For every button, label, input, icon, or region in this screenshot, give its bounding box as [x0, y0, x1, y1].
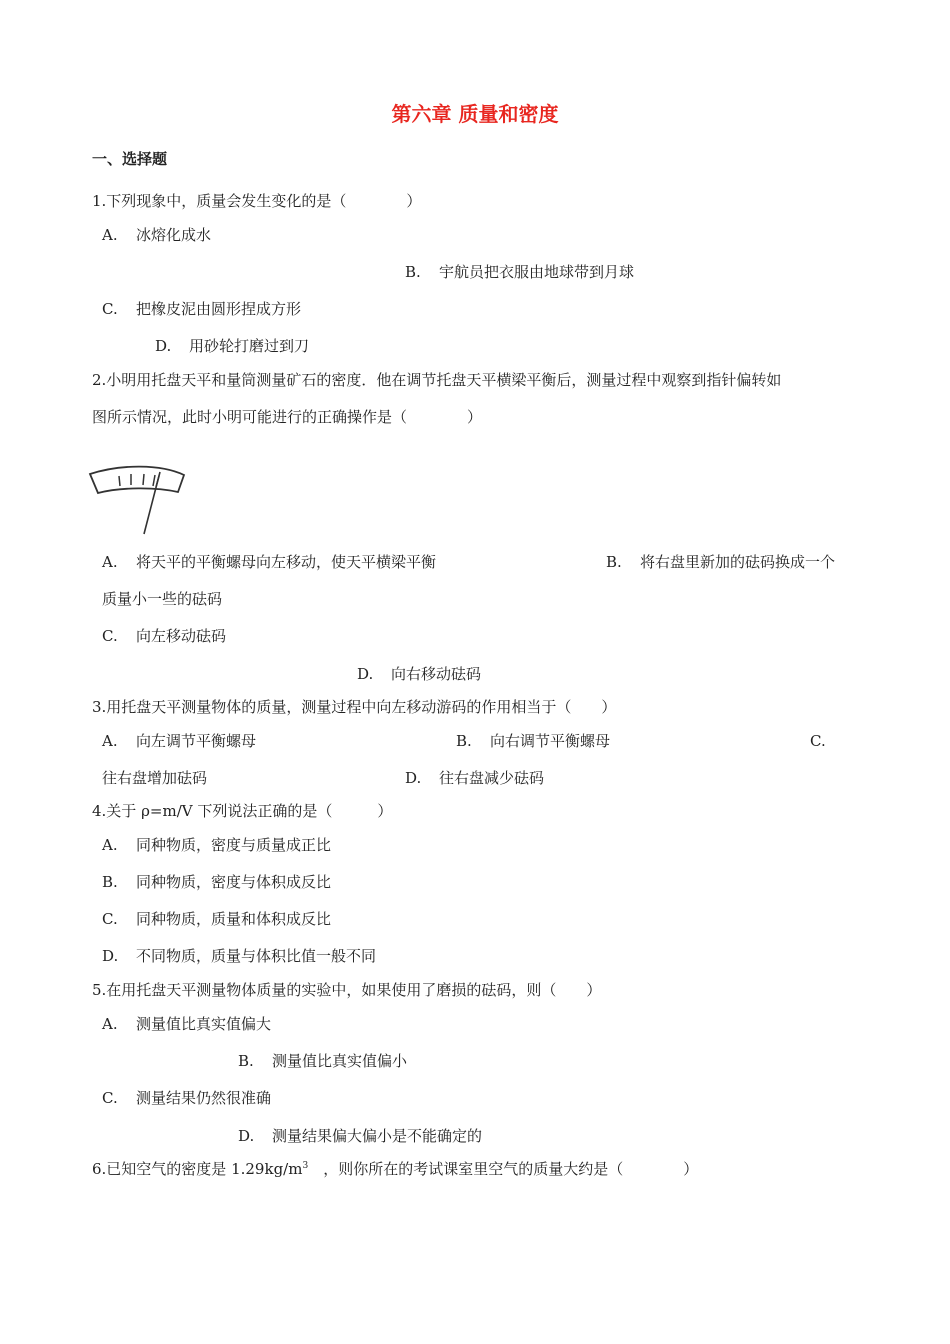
option-label: A.	[102, 1015, 118, 1033]
option-text: 向右移动砝码	[391, 665, 482, 683]
question-1-option-a	[102, 225, 211, 245]
option-label: B.	[102, 873, 118, 891]
option-text: 向右调节平衡螺母	[490, 732, 611, 750]
option-label: A.	[102, 226, 118, 244]
option-label: D.	[357, 665, 374, 683]
question-3-option-a	[102, 731, 256, 751]
option-label: B.	[606, 553, 622, 571]
option-label: A.	[102, 553, 118, 571]
question-1-option-d	[155, 336, 309, 356]
option-text: 冰熔化成水	[136, 226, 212, 244]
question-2-stem-line-1: 2.小明用托盘天平和量筒测量矿石的密度．他在调节托盘天平横梁平衡后，测量过程中观察到指针偏转如	[92, 371, 782, 389]
option-text: 用砂轮打磨过到刀	[189, 337, 310, 355]
question-5-option-d	[238, 1126, 482, 1146]
question-5-stem: 5.在用托盘天平测量物体质量的实验中，如果使用了磨损的砝码，则（ ）	[92, 981, 602, 999]
question-2-option-b-continued: 质量小一些的砝码	[102, 590, 223, 608]
question-5-option-b	[238, 1051, 407, 1071]
option-label: D.	[155, 337, 172, 355]
option-label: B.	[456, 732, 472, 750]
option-text: 将右盘里新加的砝码换成一个	[640, 553, 836, 571]
question-2-stem-line-2: 图所示情况，此时小明可能进行的正确操作是（ ）	[92, 408, 483, 426]
question-5-option-a	[102, 1014, 271, 1034]
question-2-option-d	[357, 664, 481, 684]
question-6-stem-text: 6.已知空气的密度是 1.29kg/m	[92, 1160, 303, 1178]
option-label: C.	[102, 300, 118, 318]
question-4-option-b	[102, 872, 331, 892]
option-label: D.	[102, 947, 119, 965]
question-4-option-c	[102, 909, 331, 929]
option-text: 同种物质，密度与质量成正比	[136, 836, 332, 854]
page-title: 第六章 质量和密度	[391, 102, 559, 126]
question-1-stem: 1.下列现象中，质量会发生变化的是（ ）	[92, 192, 422, 210]
section-heading: 一、选择题	[92, 150, 168, 168]
option-text: 宇航员把衣服由地球带到月球	[439, 263, 635, 281]
option-text: 测量值比真实值偏小	[272, 1052, 408, 1070]
question-4-stem: 4.关于 ρ=m/V 下列说法正确的是（ ）	[92, 802, 393, 820]
option-label: B.	[238, 1052, 254, 1070]
question-3-option-c-label: C.	[810, 732, 826, 750]
option-text: 测量结果仍然很准确	[136, 1089, 272, 1107]
option-text: 向左调节平衡螺母	[136, 732, 257, 750]
option-text: 把橡皮泥由圆形捏成方形	[136, 300, 302, 318]
option-label: D.	[238, 1127, 255, 1145]
question-3-option-b	[456, 731, 610, 751]
question-6-stem	[92, 1159, 698, 1179]
question-3-stem: 3.用托盘天平测量物体的质量，测量过程中向左移动游码的作用相当于（ ）	[92, 698, 617, 716]
question-2-option-b	[606, 552, 835, 572]
question-6-stem-rest: ，则你所在的考试课室里空气的质量大约是（ ）	[308, 1160, 699, 1178]
option-label: A.	[102, 732, 118, 750]
option-label: B.	[405, 263, 421, 281]
unit-exponent: 3	[302, 1161, 309, 1171]
option-label: C.	[102, 1089, 118, 1107]
option-text: 同种物质，密度与体积成反比	[136, 873, 332, 891]
question-4-option-a	[102, 835, 331, 855]
question-3-option-c-text: 往右盘增加砝码	[102, 769, 208, 787]
option-label: D.	[405, 769, 422, 787]
option-label: A.	[102, 836, 118, 854]
option-label: C.	[102, 910, 118, 928]
question-3-option-d	[405, 768, 544, 788]
option-text: 将天平的平衡螺母向左移动，使天平横梁平衡	[136, 553, 437, 571]
option-text: 向左移动砝码	[136, 627, 227, 645]
option-label: C.	[102, 627, 118, 645]
option-text: 往右盘减少砝码	[439, 769, 545, 787]
question-2-option-a	[102, 552, 436, 572]
option-text: 测量值比真实值偏大	[136, 1015, 272, 1033]
option-text: 测量结果偏大偏小是不能确定的	[272, 1127, 483, 1145]
question-2-option-c	[102, 626, 226, 646]
question-1-option-c	[102, 299, 301, 319]
question-4-option-d	[102, 946, 376, 966]
option-text: 同种物质，质量和体积成反比	[136, 910, 332, 928]
question-1-option-b	[405, 262, 634, 282]
option-text: 不同物质，质量与体积比值一般不同	[136, 947, 377, 965]
question-5-option-c	[102, 1088, 271, 1108]
balance-pointer-figure	[86, 462, 196, 542]
